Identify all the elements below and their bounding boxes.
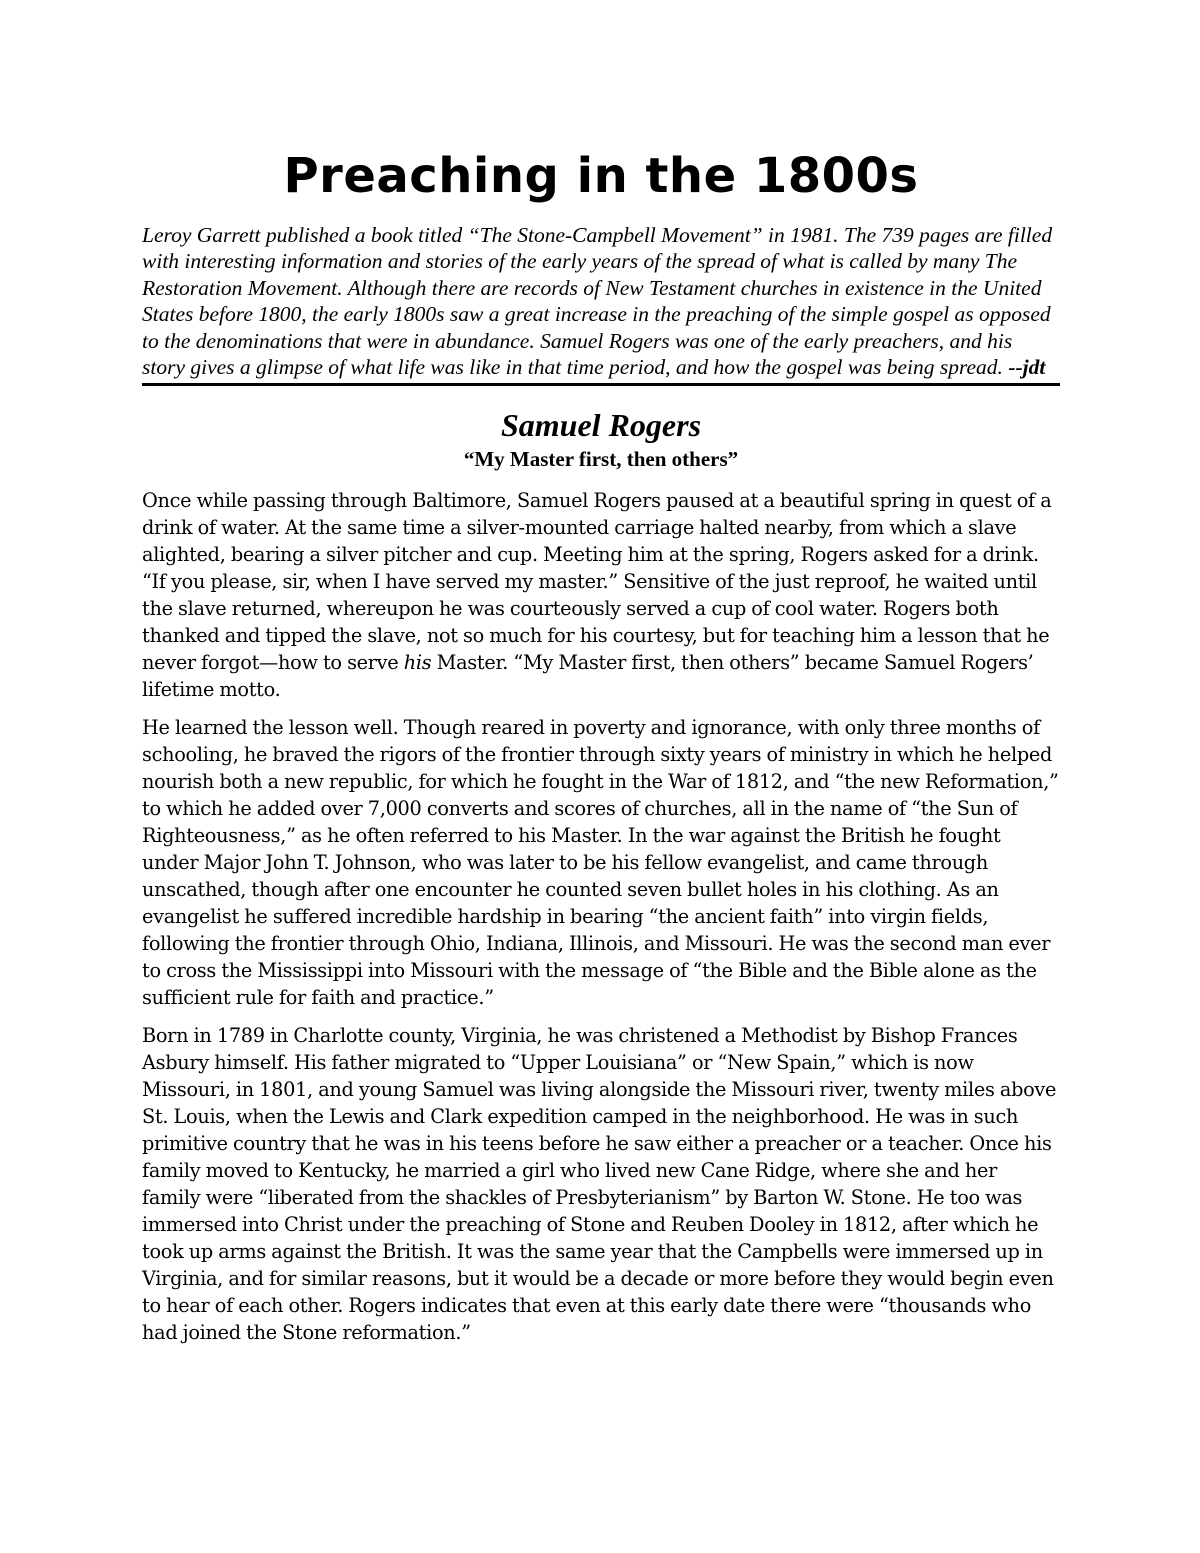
body-paragraph-2: He learned the lesson well. Though reared in poverty and ignorance, with only three months of schooling, he braved the rigors of the frontier through sixty years of ministry in which he helped nourish both a new republic, for which he fought in the War of 1812, and “the new Reformation,” to which he added over 7,000 converts and scores of churches, all in the name of “the Sun of Righteousness,” as he often referred to his Master. In the war against the British he fought under Major John T. Johnson, who was later to be his fellow evangelist, and came through unscathed, though after one encounter he counted seven bullet holes in his clothing. As an evangelist he suffered incredible hardship in bearing “the ancient faith” into virgin fields, following the frontier through Ohio, Indiana, Illinois, and Missouri. He was the second man ever to cross the Mississippi into Missouri with the message of “the Bible and the Bible alone as the sufficient rule for faith and practice.” <box>142 716 1059 1010</box>
article-title: Samuel Rogers <box>500 407 702 444</box>
page-title: Preaching in the 1800s <box>283 148 919 204</box>
body-paragraph-1-part-b: Master. “My Master first, then others” became Samuel Rogers’ lifetime motto. <box>142 651 1034 702</box>
intro-paragraph <box>142 222 1060 386</box>
body-paragraph-1 <box>142 487 1060 703</box>
intro-signature: --jdt <box>1008 355 1046 380</box>
document-page <box>142 148 1060 1357</box>
body-paragraph-3: Born in 1789 in Charlotte county, Virginia, he was christened a Methodist by Bishop Frances Asbury himself. His father migrated to “Upper Louisiana” or “New Spain,” which is now Missouri, in 1801, and young Samuel was living alongside the Missouri river, twenty miles above St. Louis, when the Lewis and Clark expedition camped in the neighborhood. He was in such primitive country that he was in his teens before he saw either a preacher or a teacher. Once his family moved to Kentucky, he married a girl who lived new Cane Ridge, where she and her family were “liberated from the shackles of Presbyterianism” by Barton W. Stone. He too was immersed into Christ under the preaching of Stone and Reuben Dooley in 1812, after which he took up arms against the British. It was the same year that the Campbells were immersed up in Virginia, and for similar reasons, but it would be a decade or more before they would begin even to hear of each other. Rogers indicates that even at this early date there were “thousands who had joined the Stone reformation.” <box>142 1024 1057 1345</box>
intro-text: Leroy Garrett published a book titled “The Stone-Campbell Movement” in 1981. The 739 pages are filled with interesting information and stories of the early years of the spread of what is called by many The Restoration Movement. Although there are records of New Testament churches in existence in the United States before 1800, the early 1800s saw a great increase in the preaching of the simple gospel as opposed to the denominations that were in abundance. Samuel Rogers was one of the early preachers, and his story gives a glimpse of what life was like in that time period, and how the gospel was being spread. <box>142 223 1053 380</box>
article-motto: “My Master first, then others” <box>463 447 739 472</box>
body-paragraph-1-emphasis: his <box>403 651 432 675</box>
body-paragraph-1-part-a: Once while passing through Baltimore, Samuel Rogers paused at a beautiful spring in quest of a drink of water. At the same time a silver-mounted carriage halted nearby, from which a slave alighted, bearing a silver pitcher and cup. Meeting him at the spring, Rogers asked for a drink. “If you please, sir, when I have served my master.” Sensitive of the just reproof, he waited until the slave returned, whereupon he was courteously served a cup of cool water. Rogers both thanked and tipped the slave, not so much for his courtesy, but for teaching him a lesson that he never forgot—how to serve <box>142 489 1052 675</box>
